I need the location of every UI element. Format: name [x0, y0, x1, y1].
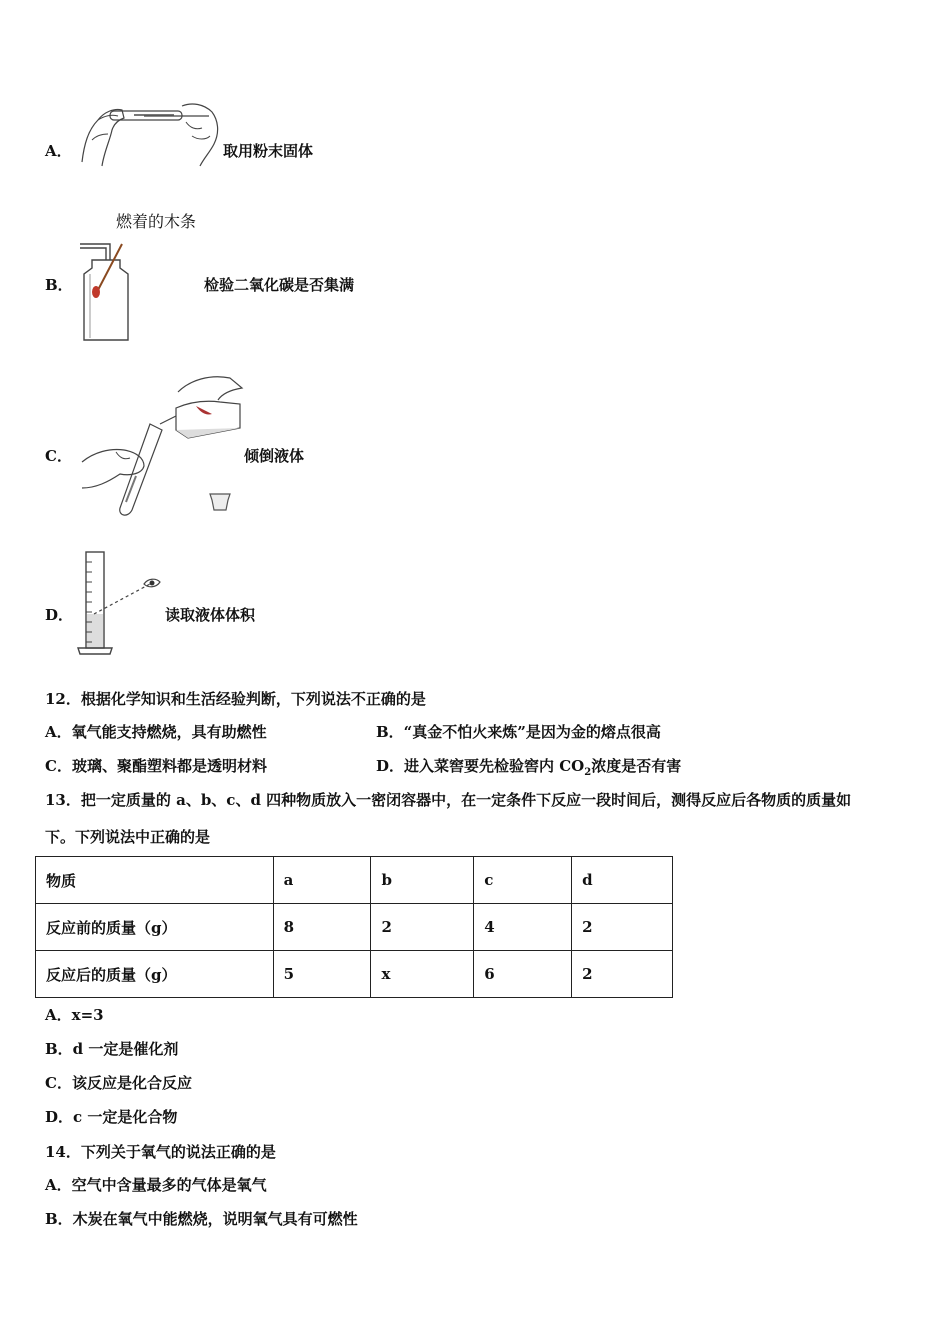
q14-option-a: A．空气中含量最多的气体是氧气: [45, 1176, 267, 1194]
burning-stick-label: 燃着的木条: [116, 212, 197, 231]
q12-option-d: D．进入菜窖要先检验窖内 $CO_2$浓度是否有害: [376, 757, 682, 778]
table-header-row: [36, 857, 673, 904]
option-c-caption: 倾倒液体: [244, 447, 305, 465]
option-b-caption: 检验二氧化碳是否集满: [204, 276, 355, 294]
q13-option-c: C．该反应是化合反应: [45, 1074, 192, 1092]
q13-option-d: D．c 一定是化合物: [45, 1108, 178, 1126]
table-cell: 2: [572, 951, 673, 998]
table-row: [36, 951, 673, 998]
pouring-liquid-figure: [80, 372, 250, 518]
option-b-label: B．: [45, 276, 73, 294]
graduated-cylinder-figure: [74, 550, 166, 658]
table-header-cell: b: [371, 857, 474, 904]
table-cell: 6: [474, 951, 572, 998]
option-c-label: C．: [45, 447, 72, 465]
table-cell: 8: [273, 904, 371, 951]
table-header-cell: a: [273, 857, 371, 904]
table-cell: 反应后的质量（g）: [36, 951, 274, 998]
option-d-label: D．: [45, 606, 74, 624]
q13-stem-line1: 13．把一定质量的 a、b、c、d 四种物质放入一密闭容器中，在一定条件下反应一段时间后，测得反应后各物质的质量如: [45, 791, 852, 809]
table-cell: 2: [371, 904, 474, 951]
table-row: [36, 904, 673, 951]
mass-table: [35, 856, 673, 998]
option-a-label: A．: [45, 142, 72, 160]
q12-option-a: A．氧气能支持燃烧，具有助燃性: [45, 723, 267, 741]
option-a-caption: 取用粉末固体: [223, 142, 314, 160]
q13-option-a: A．x=3: [45, 1006, 104, 1024]
table-cell: 4: [474, 904, 572, 951]
table-cell: 2: [572, 904, 673, 951]
q14-stem: 14．下列关于氧气的说法正确的是: [45, 1143, 276, 1161]
powder-test-tube-figure: [74, 100, 224, 172]
table-cell: 反应前的质量（g）: [36, 904, 274, 951]
gas-bottle-figure: [76, 238, 136, 344]
q12-stem: 12．根据化学知识和生活经验判断，下列说法不正确的是: [45, 690, 426, 708]
table-cell: x: [371, 951, 474, 998]
table-header-cell: 物质: [36, 857, 274, 904]
q13-option-b: B．d 一定是催化剂: [45, 1040, 179, 1058]
q12-option-c: C．玻璃、聚酯塑料都是透明材料: [45, 757, 267, 775]
table-cell: 5: [273, 951, 371, 998]
table-header-cell: d: [572, 857, 673, 904]
table-header-cell: c: [474, 857, 572, 904]
q13-stem-line2: 下。下列说法中正确的是: [45, 828, 211, 846]
q12-option-b: B．“真金不怕火来炼”是因为金的熔点很高: [376, 723, 661, 741]
q14-option-b: B．木炭在氧气中能燃烧，说明氧气具有可燃性: [45, 1210, 358, 1228]
option-d-caption: 读取液体体积: [165, 606, 256, 624]
